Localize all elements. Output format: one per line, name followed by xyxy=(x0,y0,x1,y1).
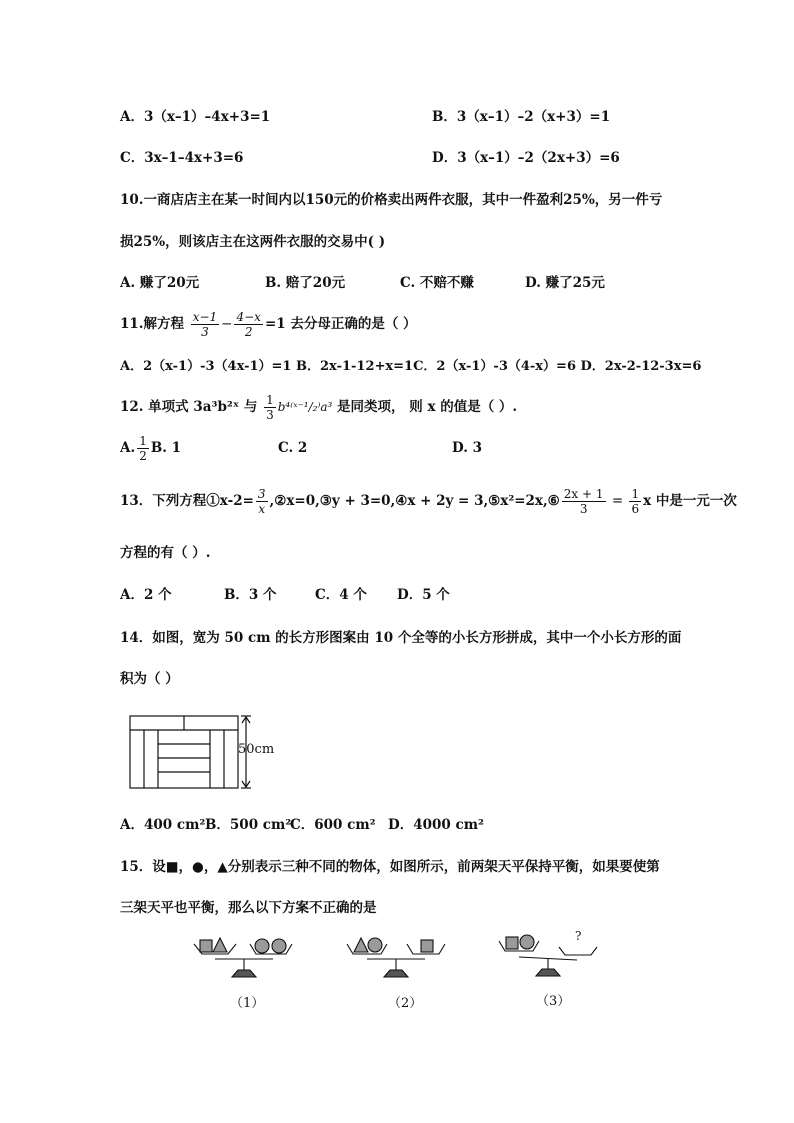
q12-stem xyxy=(120,389,517,425)
q10-line1: 10.一商店店主在某一时间内以150元的价格卖出两件衣服，其中一件盈利25%，另一件亏 xyxy=(120,192,663,208)
q11-frac1-numerator: x−1 xyxy=(192,310,218,324)
q12-frac-numerator: 1 xyxy=(266,393,274,407)
q11-options: A．2（x-1）-3（4x-1）=1 B．2x-1-12+x=1C．2（x-1）-3（4-x）=6 D．2x-2-12-3x=6 xyxy=(120,359,702,374)
q12-option-a-den: 2 xyxy=(139,449,147,463)
q14-dimension-label: 50cm xyxy=(238,742,275,757)
q12-option-a-num: 1 xyxy=(139,434,147,448)
circle-shape xyxy=(520,935,534,949)
q13-option-d: D．5 个 xyxy=(397,587,450,603)
q12-option-a-fraction xyxy=(137,434,149,463)
q13-option-c: C．4 个 xyxy=(315,587,367,603)
q10-option-b: B. 赔了20元 xyxy=(265,275,346,291)
q13-option-b: B．3 个 xyxy=(224,587,277,603)
q13-fraction-1 xyxy=(256,487,268,516)
balance-2-caption: （2） xyxy=(388,996,423,1011)
q12-frac-denominator: 3 xyxy=(266,408,274,422)
q12-suffix: 是同类项， 则 x 的值是（ ）. xyxy=(332,399,518,415)
q9-option-b: B．3（x–1）–2（x+3）=1 xyxy=(432,109,611,125)
q13-frac3-numerator: 1 xyxy=(631,487,640,501)
q13-line2: 方程的有（ ）. xyxy=(120,545,211,561)
q13-frac2-numerator: 2x + 1 xyxy=(563,487,604,501)
q11-frac2-denominator: 2 xyxy=(244,325,253,339)
q14-line1: 14．如图，宽为 50 cm 的长方形图案由 10 个全等的小长方形拼成，其中一个小长方形的面 xyxy=(120,630,682,646)
balance-3 xyxy=(497,927,607,982)
q14-option-c: C．600 cm² xyxy=(290,817,376,833)
q12-option-b: B. 1 xyxy=(150,440,182,456)
q12-term: b⁴⁽ˣ⁻¹/₂⁾a³ xyxy=(277,400,333,414)
q15-line1: 15．设■，●，▲分别表示三种不同的物体，如图所示，前两架天平保持平衡，如果要使第 xyxy=(120,859,660,875)
q13-frac1-numerator: 3 xyxy=(257,487,266,501)
q13-frac2-denominator: 3 xyxy=(579,502,588,516)
q13-frac3-denominator: 6 xyxy=(631,502,640,516)
q14-option-b: B．500 cm² xyxy=(205,817,292,833)
q9-option-d: D．3（x–1）–2（2x+3）=6 xyxy=(432,150,620,166)
circle-shape xyxy=(272,939,286,953)
q11-prefix: 11.解方程 xyxy=(120,316,184,332)
circle-shape xyxy=(255,939,269,953)
q13-fraction-2 xyxy=(562,487,606,516)
q9-option-c: C．3x–1–4x+3=6 xyxy=(120,150,244,166)
q9-option-a: A．3（x–1）–4x+3=1 xyxy=(120,109,271,125)
q13-prefix: 13．下列方程①x-2= xyxy=(120,493,254,509)
q13-fraction-3 xyxy=(629,487,641,516)
q12-option-ab xyxy=(120,433,181,463)
square-shape xyxy=(506,937,518,949)
q14-option-d: D．4000 cm² xyxy=(388,817,484,833)
q11-fraction-1 xyxy=(191,310,219,339)
q11-stem xyxy=(120,306,417,342)
q13-suffix: x 中是一元一次 xyxy=(643,493,737,509)
triangle-shape xyxy=(354,938,368,952)
q13-equals: = xyxy=(607,493,628,509)
square-shape xyxy=(200,940,212,952)
square-shape xyxy=(421,940,433,952)
q11-minus: − xyxy=(221,316,233,332)
q10-option-c: C. 不赔不赚 xyxy=(400,275,474,291)
triangle-shape xyxy=(213,938,227,952)
q13-frac1-denominator: x xyxy=(258,502,266,516)
circle-shape xyxy=(368,938,382,952)
q14-option-a: A．400 cm² xyxy=(120,817,206,833)
q12-fraction xyxy=(264,393,276,422)
q13-mid: ,②x=0,③y + 3=0,④x + 2y = 3,⑤x²=2x,⑥ xyxy=(269,493,560,509)
q15-line2: 三架天平也平衡，那么以下方案不正确的是 xyxy=(120,900,377,916)
q13-option-a: A．2 个 xyxy=(120,587,172,603)
q10-option-a: A. 赚了20元 xyxy=(120,275,200,291)
q12-option-c: C. 2 xyxy=(278,440,308,456)
balance-3-caption: （3） xyxy=(536,994,571,1009)
q11-fraction-2 xyxy=(234,310,262,339)
q11-suffix: =1 去分母正确的是（ ） xyxy=(264,316,417,332)
q11-frac1-denominator: 3 xyxy=(201,325,209,339)
q12-prefix: 12. 单项式 3a³b²ˣ 与 xyxy=(120,399,258,415)
q10-option-d: D. 赚了25元 xyxy=(525,275,605,291)
q12-option-a-label: A. xyxy=(120,440,136,456)
balance-2 xyxy=(345,930,455,985)
unknown-mark: ? xyxy=(575,929,582,943)
q13-stem xyxy=(120,482,737,520)
q10-line2: 损25%，则该店主在这两件衣服的交易中( ) xyxy=(120,234,386,250)
q11-frac2-numerator: 4−x xyxy=(236,310,261,324)
balance-1-caption: （1） xyxy=(230,996,265,1011)
q14-line2: 积为（ ） xyxy=(120,671,179,687)
q12-option-d: D. 3 xyxy=(452,440,483,456)
balance-1 xyxy=(192,930,302,985)
